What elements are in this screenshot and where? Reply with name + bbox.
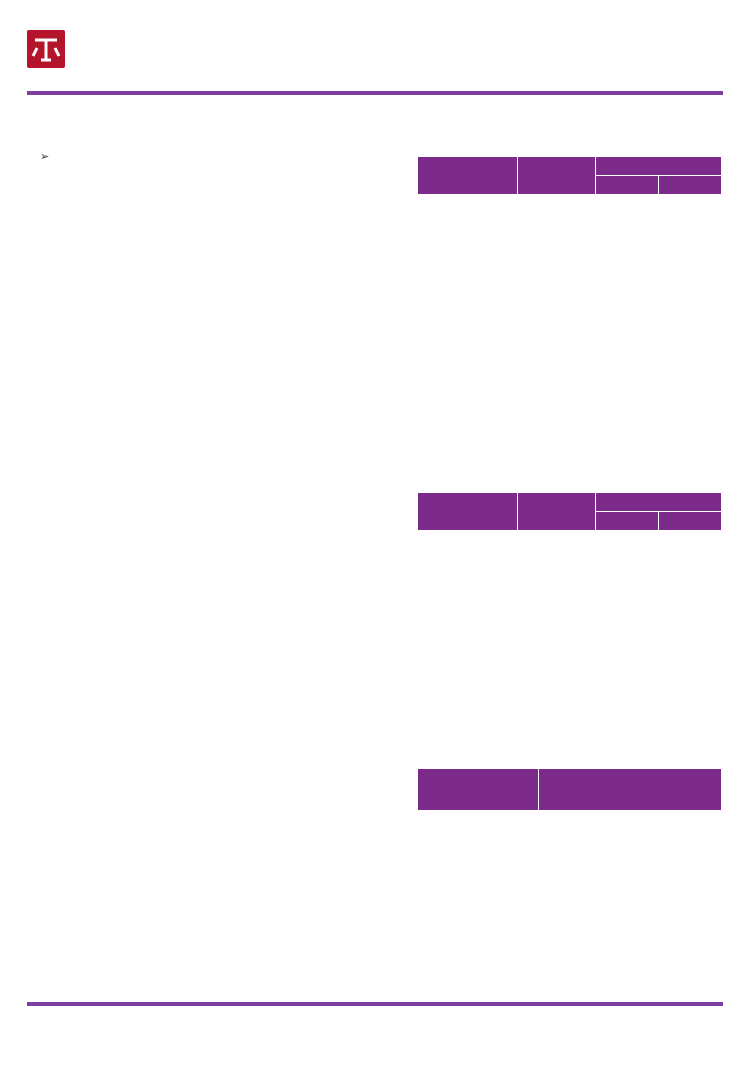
footer-divider [27, 1002, 723, 1006]
logo-mark-icon [27, 30, 65, 68]
hsi-one-year-chart [40, 822, 335, 994]
col-header-change [596, 157, 722, 176]
col-header-ytd [659, 512, 722, 531]
col-header-change [596, 493, 722, 512]
market-indices-table [417, 156, 722, 195]
col-header-day [596, 176, 659, 195]
col-header-close [517, 157, 595, 195]
col-header-close [517, 493, 595, 531]
col-header-name [418, 493, 518, 531]
col-header-value [539, 769, 722, 811]
commodities-fx-table [417, 492, 722, 531]
col-header-day [596, 512, 659, 531]
hsi-technical-table [417, 768, 722, 811]
col-header-indicator [418, 769, 539, 811]
header-divider [27, 91, 723, 95]
company-logo [27, 30, 65, 68]
col-header-name [418, 157, 518, 195]
col-header-ytd [659, 176, 722, 195]
bullet-icon: ➢ [40, 150, 50, 163]
